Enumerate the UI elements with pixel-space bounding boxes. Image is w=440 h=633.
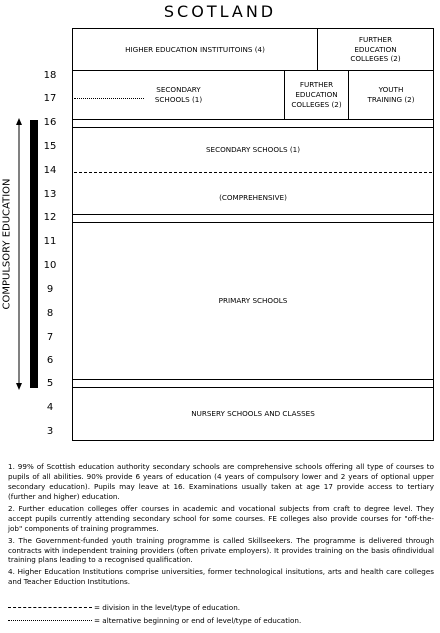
youth-training-label: YOUTH TRAINING (2) [367,85,415,104]
compulsory-education-label: COMPULSORY EDUCATION [1,178,13,310]
comprehensive-label: (COMPREHENSIVE) [219,193,287,202]
age-label: 14 [43,165,57,176]
alternative-end-line [74,98,144,99]
age-label: 10 [43,260,57,271]
youth-training-block [348,70,434,120]
age-label: 11 [43,236,57,247]
compulsory-education-arrow [14,118,24,390]
age-label: 8 [46,308,54,319]
page-title: SCOTLAND [163,2,277,21]
footnotes [8,462,434,589]
legend-dashed-swatch [8,607,92,608]
legend-dashed-text: = division in the level/type of education. [94,603,241,612]
legend-dashed [8,603,240,612]
footnote-1: 1. 99% of Scottish education authority secondary schools are comprehensive schools offering all type of courses to pupils of all abilities. 90% provide 6 years of education (4 years of compulsory lower and 2 years of optional upper secondary education). Pupils may leave at 16. Examinations usually taken at age 17 provide access to tertiary (further and higher) education. [8,462,434,501]
age-label: 16 [43,117,57,128]
age-label: 7 [46,332,54,343]
nursery-label: NURSERY SCHOOLS AND CLASSES [191,409,315,419]
age-label: 15 [43,141,57,152]
fe-colleges-mid-block [284,70,349,120]
age-label: 18 [43,70,57,81]
legend-dotted [8,616,301,625]
higher-education-block [72,28,318,71]
division-line-14 [74,172,432,173]
age-label: 4 [46,402,54,413]
nursery-block [72,387,434,441]
primary-schools-block [72,222,434,380]
secondary-upper-block [72,70,285,120]
age-label: 3 [46,426,54,437]
fe-colleges-top-block [317,28,434,71]
footnote-2: 2. Further education colleges offer courses in academic and vocational subjects from craft to degree level. They accept pupils currently attending secondary school for some courses. FE colleges also provide courses for "off-the-job" components of training programmes. [8,503,434,533]
secondary-schools-label: SECONDARY SCHOOLS (1) [205,145,301,154]
primary-schools-label: PRIMARY SCHOOLS [218,296,288,306]
age-label: 9 [46,284,54,295]
footnote-3: 3. The Government-funded youth training programme is called Skillseekers. The programme is delivered through contracts with independent training providers (often private employers). It provides training on the basis ofindividual training plans leading to a recognised qualification. [8,535,434,565]
compulsory-education-bar [30,120,38,388]
legend-dotted-text: = alternative beginning or end of level/type of education. [94,616,302,625]
fe-colleges-top-label: FURTHER EDUCATION COLLEGES (2) [350,34,401,64]
fe-colleges-mid-label: FURTHER EDUCATION COLLEGES (2) [291,80,342,109]
higher-education-label: HIGHER EDUCATION INSTITUITOINS (4) [125,44,265,54]
secondary-upper-label: SECONDARY SCHOOLS (1) [154,85,203,104]
age-label: 13 [43,189,57,200]
age-label: 6 [46,355,54,366]
footnote-4: 4. Higher Education Institutions comprise universities, former technological insitutions, arts and health care colleges and Teacher Eduction Institutions. [8,567,434,587]
age-label: 17 [43,93,57,104]
legend-dotted-swatch [8,620,92,621]
age-label: 5 [46,378,54,389]
age-label: 12 [43,212,57,223]
